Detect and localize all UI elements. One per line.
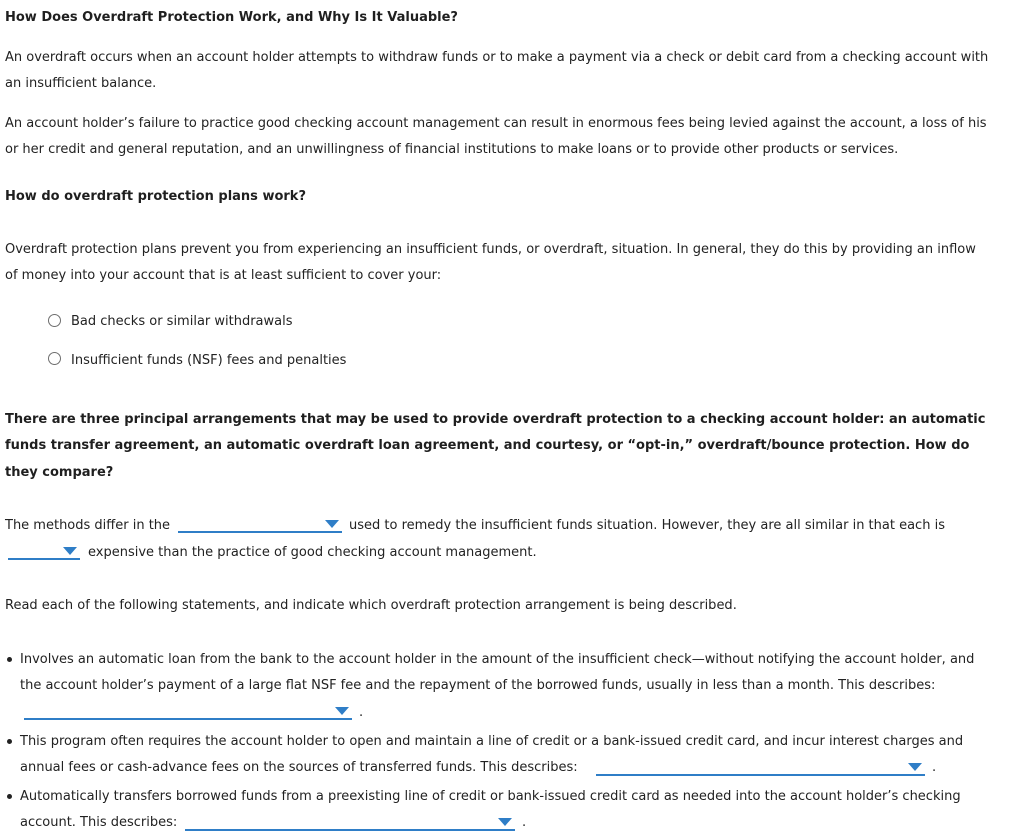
expense-dropdown[interactable] — [8, 544, 80, 560]
methods-text-a: The methods differ in the — [5, 518, 171, 533]
instructions: Read each of the following statements, and indicate which overdraft protection arrangement is being described. — [5, 598, 737, 613]
statement-1-line-2: the account holder’s payment of a large flat NSF fee and the repayment of the borrowed funds, usually in less than a month. This describes: — [20, 678, 936, 693]
option-label-bad-checks: Bad checks or similar withdrawals — [71, 314, 293, 329]
radio-nsf-fees[interactable] — [48, 352, 61, 365]
statement-2-dropdown[interactable] — [596, 760, 925, 776]
statement-1-dropdown[interactable] — [24, 704, 352, 720]
bullet-icon — [7, 657, 12, 662]
arrangements-intro-line-2: funds transfer agreement, an automatic overdraft loan agreement, and courtesy, or “opt-in,” overdraft/bounce protection. How do — [5, 438, 970, 453]
section-text-line-1: Overdraft protection plans prevent you from experiencing an insufficient funds, or overdraft, situation. In general, they do this by providing an inflow — [5, 242, 976, 257]
section-text-line-2: of money into your account that is at least sufficient to cover your: — [5, 268, 442, 283]
statement-3-line-1: Automatically transfers borrowed funds from a preexisting line of credit or bank-issued credit card as needed into the account holder’s checking — [20, 789, 961, 804]
chevron-down-icon — [498, 818, 512, 826]
bullet-icon — [7, 739, 12, 744]
methods-text-c: expensive than the practice of good checking account management. — [88, 545, 537, 560]
statement-3-period: . — [522, 815, 527, 830]
option-label-nsf-fees: Insufficient funds (NSF) fees and penalties — [71, 353, 347, 368]
intro-paragraph-1-line-1: An overdraft occurs when an account holder attempts to withdraw funds or to make a payment via a check or debit card from a checking account with — [5, 50, 989, 65]
chevron-down-icon — [63, 547, 77, 555]
statement-2-line-2: annual fees or cash-advance fees on the sources of transferred funds. This describes: — [20, 760, 578, 775]
arrangements-intro-line-3: they compare? — [5, 465, 114, 480]
statement-2-line-1: This program often requires the account holder to open and maintain a line of credit or a bank-issued credit card, and incur interest charges and — [20, 734, 964, 749]
methods-text-b: used to remedy the insufficient funds situation. However, they are all similar in that each is — [349, 518, 945, 533]
intro-paragraph-2-line-1: An account holder’s failure to practice good checking account management can result in enormous fees being levied against the account, a loss of his — [5, 116, 987, 131]
chevron-down-icon — [335, 707, 349, 715]
statement-3-line-2: account. This describes: — [20, 815, 178, 830]
intro-paragraph-2-line-2: or her credit and general reputation, and an unwillingness of financial institutions to make loans or to provide other products or services. — [5, 142, 899, 157]
chevron-down-icon — [908, 763, 922, 771]
methods-dropdown[interactable] — [178, 517, 342, 533]
statement-3-dropdown[interactable] — [185, 815, 515, 831]
statement-2-period: . — [932, 760, 937, 775]
radio-bad-checks[interactable] — [48, 314, 61, 327]
chevron-down-icon — [325, 520, 339, 528]
arrangements-intro-line-1: There are three principal arrangements that may be used to provide overdraft protection to a checking account holder: an automatic — [5, 412, 986, 427]
page-title: How Does Overdraft Protection Work, and Why Is It Valuable? — [5, 10, 458, 25]
statement-1-line-1: Involves an automatic loan from the bank to the account holder in the amount of the insufficient check—without notifying the account holder, and — [20, 652, 975, 667]
bullet-icon — [7, 794, 12, 799]
section-question: How do overdraft protection plans work? — [5, 189, 306, 204]
statement-1-period: . — [359, 705, 364, 720]
intro-paragraph-1-line-2: an insufficient balance. — [5, 76, 157, 91]
